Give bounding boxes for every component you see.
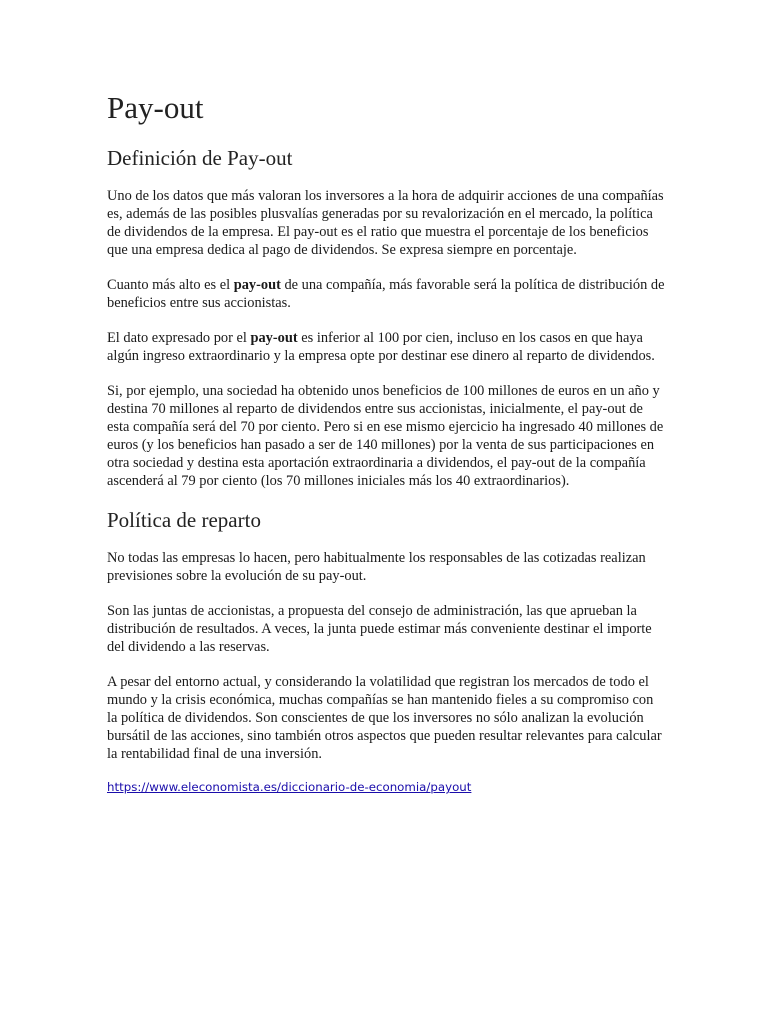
paragraph-definition: Uno de los datos que más valoran los inversores a la hora de adquirir acciones de una compañías es, además de las posibles plusvalías generadas por su revalorización en el mercado, la política de dividendos de la empresa. El pay-out es el ratio que muestra el porcentaje de los beneficios que una empresa dedica al pago de dividendos. Se expresa siempre en porcentaje.	[107, 188, 664, 258]
bold-term-payout: pay-out	[233, 277, 281, 293]
text-segment: Cuanto más alto es el	[107, 277, 234, 293]
bold-term-payout: pay-out	[250, 330, 298, 346]
text-segment: es inferior al 100 por cien, incluso en los casos en que haya algún ingreso extraordinario y la empresa opte por destinar ese dinero al reparto de dividendos.	[107, 330, 655, 364]
document-page	[107, 88, 667, 796]
source-link[interactable]: https://www.eleconomista.es/diccionario-de-economia/payout	[107, 780, 472, 794]
paragraph-shareholders: Son las juntas de accionistas, a propuesta del consejo de administración, las que aprueban la distribución de resultados. A veces, la junta puede estimar más conveniente destinar el importe del dividendo a las reservas.	[107, 603, 652, 655]
section-heading-definition: Definición de Pay-out	[107, 146, 293, 170]
paragraph-forecasts: No todas las empresas lo hacen, pero habitualmente los responsables de las cotizadas realizan previsiones sobre la evolución de su pay-out.	[107, 550, 646, 584]
text-segment: El dato expresado por el	[107, 330, 251, 346]
text-segment: de una compañía, más favorable será la política de distribución de beneficios entre sus accionistas.	[107, 277, 665, 311]
paragraph-volatility: A pesar del entorno actual, y considerando la volatilidad que registran los mercados de todo el mundo y la crisis económica, muchas compañías se han mantenido fieles a su compromiso con la política de dividendos. Son conscientes de que los inversores no sólo analizan la evolución bursátil de las acciones, sino también otros aspectos que pueden resultar relevantes para calcular la rentabilidad final de una inversión.	[107, 674, 662, 762]
paragraph-payout-limit	[107, 329, 667, 365]
document-title: Pay-out	[107, 90, 204, 125]
paragraph-payout-favorable	[107, 276, 667, 312]
section-heading-policy: Política de reparto	[107, 508, 261, 532]
paragraph-example: Si, por ejemplo, una sociedad ha obtenido unos beneficios de 100 millones de euros en un año y destina 70 millones al reparto de dividendos entre sus accionistas, inicialmente, el pay-out de esta compañía será del 70 por ciento. Pero si en ese mismo ejercicio ha ingresado 40 millones de euros (y los beneficios han pasado a ser de 140 millones) por la venta de sus participaciones en otra sociedad y destina esta aportación extraordinaria a dividendos, el pay-out de la compañía ascenderá al 79 por ciento (los 70 millones iniciales más los 40 extraordinarios).	[107, 383, 664, 489]
